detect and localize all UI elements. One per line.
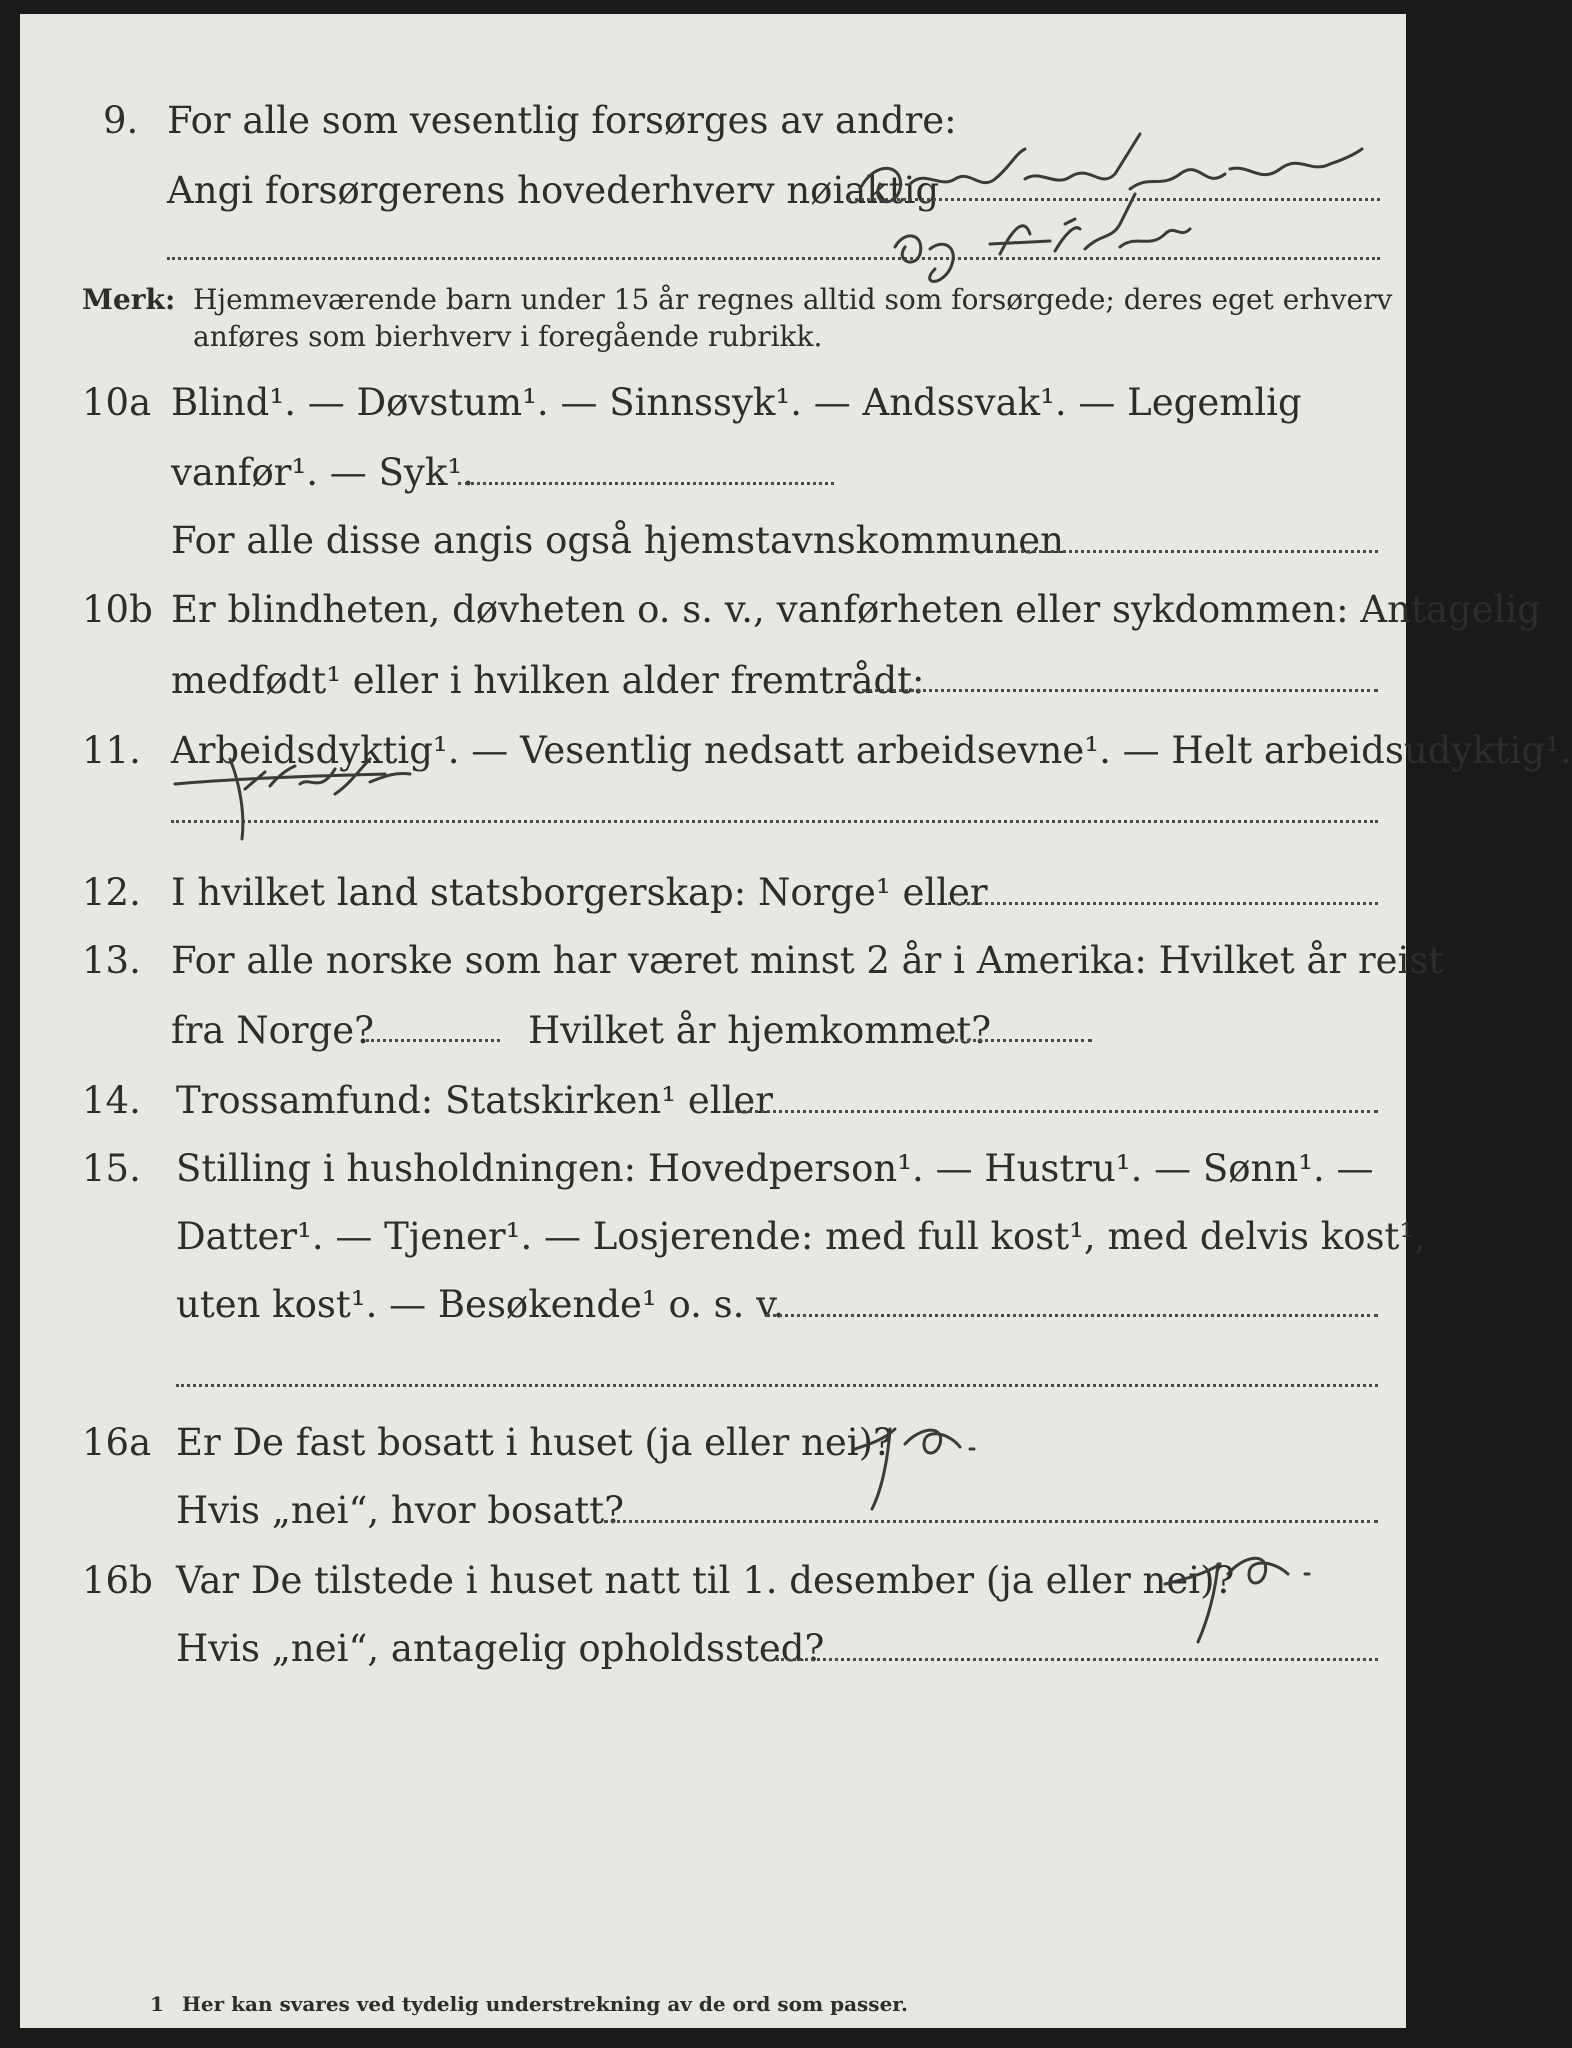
q15-answer-line-2 [176, 1384, 1378, 1387]
q16b-line2: Hvis „nei“, antagelig opholdssted? [176, 1627, 825, 1670]
q10a-number: 10a [82, 381, 152, 424]
q15-answer-line-1 [766, 1314, 1378, 1317]
q14-answer-line [730, 1110, 1378, 1113]
q12-line1: I hvilket land statsborgerskap: Norge¹ eller [171, 871, 988, 914]
q15-line2: Datter¹. — Tjener¹. — Losjerende: med full kost¹, med delvis kost¹, [176, 1215, 1426, 1258]
q16a-line1: Er De fast bosatt i huset (ja eller nei)? [176, 1421, 893, 1464]
q16a-line2: Hvis „nei“, hvor bosatt? [176, 1489, 624, 1532]
q16a-residence-line [604, 1520, 1378, 1523]
q13-line2-emigrated: fra Norge? [171, 1009, 374, 1052]
q13-line2-returned: Hvilket år hjemkommet? [528, 1009, 992, 1052]
merk-label: Merk: [82, 283, 176, 316]
q10a-line2: vanfør¹. — Syk¹. [171, 451, 474, 494]
q10a-line3: For alle disse angis også hjemstavnskommunen [171, 519, 1065, 562]
q10a-syk-line [458, 482, 834, 485]
census-form-page [20, 14, 1572, 2028]
q10b-line2: medfødt¹ eller i hvilken alder fremtrådt: [171, 659, 925, 702]
q11-handwritten-underline [170, 754, 430, 844]
q12-answer-line [948, 902, 1378, 905]
q10a-line1: Blind¹. — Døvstum¹. — Sinnssyk¹. — Andssvak¹. — Legemlig [171, 381, 1302, 424]
q11-line1: Arbeidsdyktig¹. — Vesentlig nedsatt arbeidsevne¹. — Helt arbeidsudyktig¹. [171, 729, 1572, 772]
q16a-handwritten-answer [850, 1409, 1000, 1519]
q13-number: 13. [82, 939, 141, 982]
merk-line1: Hjemmeværende barn under 15 år regnes alltid som forsørgede; deres eget erhverv [193, 283, 1393, 316]
q13-emigrated-line [366, 1039, 500, 1042]
q10b-number: 10b [82, 588, 153, 631]
q13-line1: For alle norske som har været minst 2 år i Amerika: Hvilket år reist [171, 939, 1444, 982]
q14-number: 14. [82, 1079, 141, 1122]
footnote-text: Her kan svares ved tydelig understrekning av de ord som passer. [182, 1992, 908, 2016]
q16b-line1: Var De tilstede i huset natt til 1. desember (ja eller nei)? [176, 1559, 1235, 1602]
q9-line1: For alle som vesentlig forsørges av andre: [167, 99, 957, 142]
q9-handwritten-answer [850, 129, 1370, 289]
q9-line2: Angi forsørgerens hovederhverv nøiaktig [167, 169, 940, 212]
merk-line2: anføres som bierhverv i foregående rubrikk. [193, 320, 823, 353]
q16b-location-line [776, 1658, 1378, 1661]
q15-line1: Stilling i husholdningen: Hovedperson¹. — Hustru¹. — Sønn¹. — [176, 1147, 1374, 1190]
q15-line3: uten kost¹. — Besøkende¹ o. s. v. [176, 1283, 785, 1326]
q9-number: 9. [103, 99, 139, 142]
q12-number: 12. [82, 871, 141, 914]
q10b-answer-line [862, 689, 1378, 692]
q16b-number: 16b [82, 1559, 153, 1602]
q11-number: 11. [82, 729, 141, 772]
footnote-mark: 1 [150, 1992, 164, 2016]
q10b-line1: Er blindheten, døvheten o. s. v., vanførheten eller sykdommen: Antagelig [171, 588, 1541, 631]
q15-number: 15. [82, 1147, 141, 1190]
q13-returned-line [942, 1039, 1092, 1042]
q10a-kommune-line [990, 550, 1378, 553]
q16b-handwritten-answer [1160, 1534, 1330, 1649]
q14-line1: Trossamfund: Statskirken¹ eller [176, 1079, 773, 1122]
q16a-number: 16a [82, 1421, 152, 1464]
